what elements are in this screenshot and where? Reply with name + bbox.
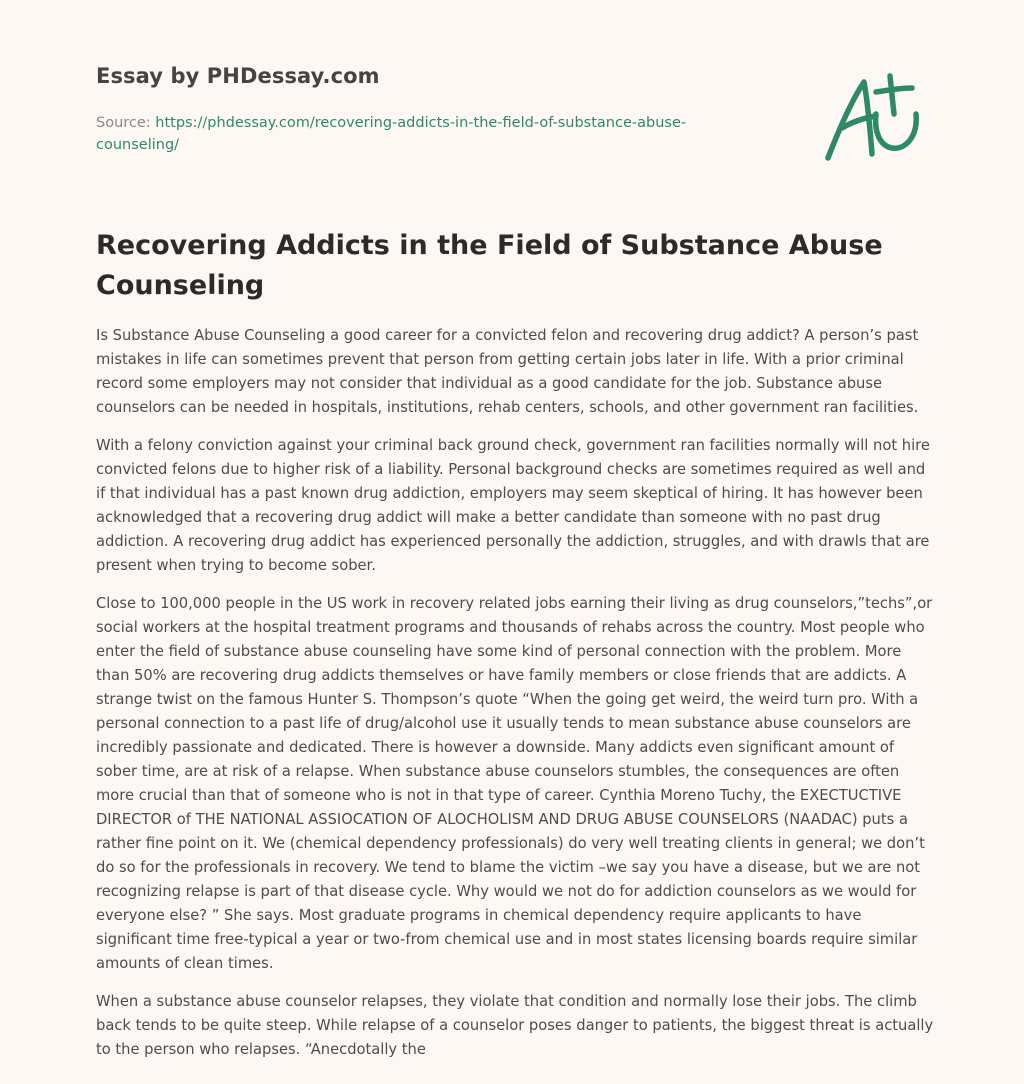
essay-body <box>96 324 936 1076</box>
essay-paragraph: Close to 100,000 people in the US work in recovery related jobs earning their living as drug counselors,”techs”,or social workers at the hospital treatment programs and thousands of rehabs across the country. Most people who enter the field of substance abuse counseling have some kind of personal connection with the problem. More than 50% are recovering drug addicts themselves or have family members or close friends that are addicts. A strange twist on the famous Hunter S. Thompson’s quote “When the going get weird, the weird turn pro. With a personal connection to a past life of drug/alcohol use it usually tends to mean substance abuse counselors are incredibly passionate and dedicated. There is however a downside. Many addicts even significant amount of sober time, are at risk of a relapse. When substance abuse counselors stumbles, the consequences are often more crucial than that of someone who is not in that type of career. Cynthia Moreno Tuchy, the EXECTUCTIVE DIRECTOR of THE NATIONAL ASSIOCATION OF ALOCHOLISM AND DRUG ABUSE COUNSELORS (NAADAC) puts a rather fine point on it. We (chemical dependency professionals) do very well treating clients in general; we don’t do so for the professionals in recovery. We tend to blame the victim –we say you have a disease, but we are not recognizing relapse is part of that disease cycle. Why would we not do for addiction counselors as we would for everyone else? ” She says. Most graduate programs in chemical dependency require applicants to have significant time free-typical a year or two-from chemical use and in most states licensing boards require similar amounts of clean times. <box>96 595 933 972</box>
essay-paragraph: When a substance abuse counselor relapses, they violate that condition and normally lose their jobs. The climb back tends to be quite steep. While relapse of a counselor poses danger to patients, the biggest threat is actually to the person who relapses. “Anecdotally the <box>96 993 934 1058</box>
source-link[interactable]: https://phdessay.com/recovering-addicts-in-the-field-of-substance-abuse-counseling/ <box>96 115 687 153</box>
a-plus-grade-icon <box>818 70 936 166</box>
essay-paragraph: Is Substance Abuse Counseling a good career for a convicted felon and recovering drug addict? A person’s past mistakes in life can sometimes prevent that person from getting certain jobs later in life. With a prior criminal record some employers may not consider that individual as a good candidate for the job. Substance abuse counselors can be needed in hospitals, institutions, rehab centers, schools, and other government ran facilities. <box>96 327 919 416</box>
essay-paragraph: With a felony conviction against your criminal back ground check, government ran facilities normally will not hire convicted felons due to higher risk of a liability. Personal background checks are sometimes required as well and if that individual has a past known drug addiction, employers may seem skeptical of hiring. It has however been acknowledged that a recovering drug addict will make a better candidate than someone with no past drug addiction. A recovering drug addict has experienced personally the addiction, struggles, and with drawls that are present when trying to become sober. <box>96 437 930 574</box>
essay-title: Recovering Addicts in the Field of Substance Abuse Counseling <box>96 230 883 301</box>
source-label: Source: <box>96 115 151 131</box>
source-line <box>96 112 736 156</box>
site-brand: Essay by PHDessay.com <box>96 64 380 88</box>
